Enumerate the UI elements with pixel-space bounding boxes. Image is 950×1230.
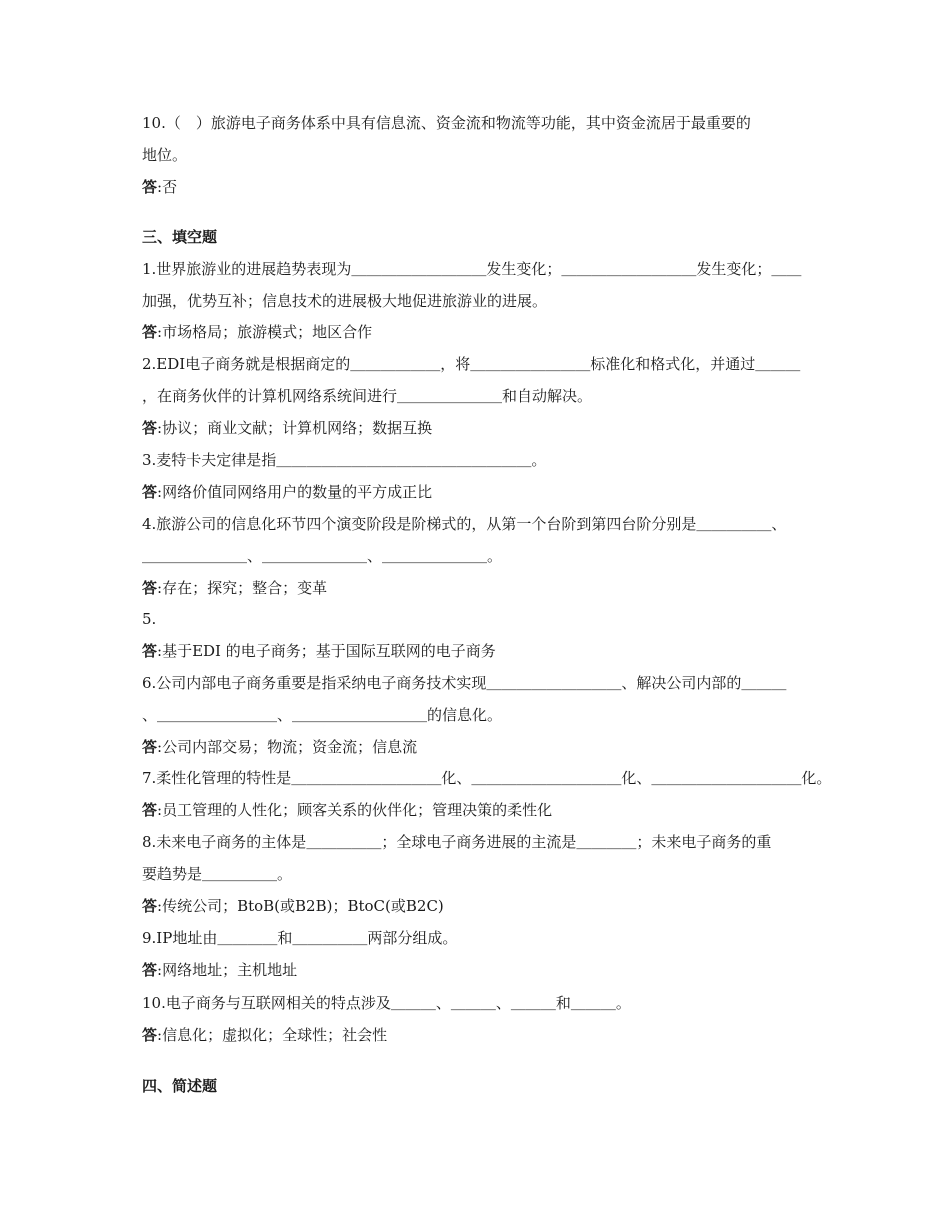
section-heading: 三、填空题 [142, 228, 218, 246]
answer-text: :存在；探究；整合；变革 [157, 579, 328, 597]
answer-text: :公司内部交易；物流；资金流；信息流 [157, 738, 418, 756]
answer-text: :否 [157, 178, 178, 196]
section-heading: 四、简述题 [142, 1077, 218, 1095]
question-text: 9.IP地址由＿＿＿＿和＿＿＿＿＿两部分组成。 [142, 929, 458, 947]
answer-line [142, 1025, 387, 1045]
answer-label: 答 [142, 323, 158, 341]
question-text: 10.电子商务与互联网相关的特点涉及＿＿＿、＿＿＿、＿＿＿和＿＿＿。 [142, 994, 631, 1012]
answer-label: 答 [142, 642, 158, 660]
question-text: 10.（ ）旅游电子商务体系中具有信息流、资金流和物流等功能，其中资金流居于最重要的 [142, 114, 751, 132]
question-text: 4.旅游公司的信息化环节四个演变阶段是阶梯式的，从第一个台阶到第四台阶分别是＿＿＿＿＿、 [142, 515, 787, 533]
answer-line [142, 177, 177, 197]
question-text: 5. [142, 610, 157, 628]
answer-text: :传统公司；BtoB(或B2B)；BtoC(或B2C) [157, 897, 444, 915]
answer-line [142, 896, 444, 916]
answer-text: :协议；商业文献；计算机网络；数据互换 [157, 419, 433, 437]
answer-line [142, 800, 552, 820]
question-text: 地位。 [142, 146, 188, 164]
answer-label: 答 [142, 738, 158, 756]
answer-label: 答 [142, 1026, 158, 1044]
question-text: 8.未来电子商务的主体是＿＿＿＿＿；全球电子商务进展的主流是＿＿＿＿；未来电子商务的重 [142, 833, 772, 851]
answer-text: :信息化；虚拟化；全球性；社会性 [157, 1026, 388, 1044]
answer-text: :网络价值同网络用户的数量的平方成正比 [157, 483, 433, 501]
answer-text: :市场格局；旅游模式；地区合作 [157, 323, 373, 341]
question-text: 7.柔性化管理的特性是＿＿＿＿＿＿＿＿＿＿化、＿＿＿＿＿＿＿＿＿＿化、＿＿＿＿＿＿＿＿＿＿化。 [142, 769, 832, 787]
answer-label: 答 [142, 961, 158, 979]
answer-line [142, 578, 327, 598]
question-text: 3.麦特卡夫定律是指＿＿＿＿＿＿＿＿＿＿＿＿＿＿＿＿＿。 [142, 451, 547, 469]
answer-line [142, 737, 417, 757]
question-text: 加强，优势互补；信息技术的进展极大地促进旅游业的进展。 [142, 292, 548, 310]
answer-text: :网络地址；主机地址 [157, 961, 298, 979]
question-text: ，在商务伙伴的计算机网络系统间进行＿＿＿＿＿＿＿和自动解决。 [142, 387, 593, 405]
answer-label: 答 [142, 419, 158, 437]
answer-label: 答 [142, 579, 158, 597]
answer-label: 答 [142, 801, 158, 819]
question-text: 、＿＿＿＿＿＿＿＿、＿＿＿＿＿＿＿＿＿的信息化。 [142, 706, 503, 724]
answer-text: :基于EDI 的电子商务；基于国际互联网的电子商务 [157, 642, 496, 660]
answer-label: 答 [142, 178, 158, 196]
question-text: ＿＿＿＿＿＿＿、＿＿＿＿＿＿＿、＿＿＿＿＿＿＿。 [142, 547, 503, 565]
answer-line [142, 322, 372, 342]
question-text: 要趋势是＿＿＿＿＿。 [142, 865, 293, 883]
answer-line [142, 418, 432, 438]
answer-line [142, 960, 297, 980]
answer-line [142, 641, 496, 661]
question-text: 6.公司内部电子商务重要是指采纳电子商务技术实现＿＿＿＿＿＿＿＿＿、解决公司内部的＿＿＿ [142, 674, 787, 692]
question-text: 1.世界旅游业的进展趋势表现为＿＿＿＿＿＿＿＿＿发生变化；＿＿＿＿＿＿＿＿＿发生变化；＿＿ [142, 260, 802, 278]
question-text: 2.EDI电子商务就是根据商定的＿＿＿＿＿＿，将＿＿＿＿＿＿＿＿标准化和格式化，并通过＿＿＿ [142, 355, 801, 373]
answer-line [142, 482, 432, 502]
answer-label: 答 [142, 897, 158, 915]
answer-label: 答 [142, 483, 158, 501]
answer-text: :员工管理的人性化；顾客关系的伙伴化；管理决策的柔性化 [157, 801, 553, 819]
